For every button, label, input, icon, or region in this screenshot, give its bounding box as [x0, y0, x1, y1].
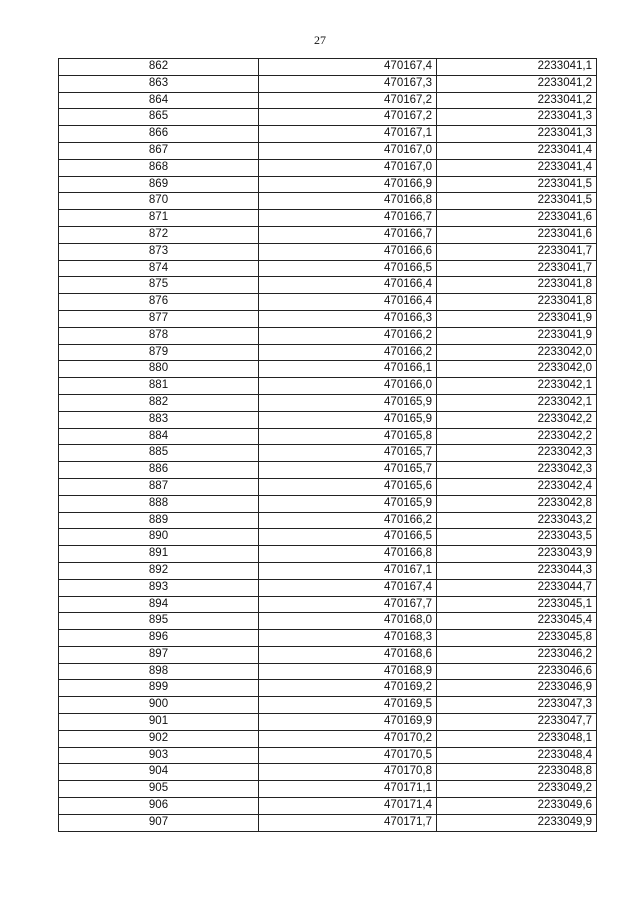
y-coordinate-cell: 2233042,0 [437, 344, 597, 361]
point-number-cell: 892 [59, 562, 259, 579]
point-number-cell: 907 [59, 814, 259, 831]
point-number-cell: 863 [59, 75, 259, 92]
point-number-cell: 866 [59, 126, 259, 143]
y-coordinate-cell: 2233046,2 [437, 646, 597, 663]
x-coordinate-cell: 470166,7 [259, 210, 437, 227]
x-coordinate-cell: 470167,4 [259, 579, 437, 596]
y-coordinate-cell: 2233049,9 [437, 814, 597, 831]
y-coordinate-cell: 2233041,8 [437, 294, 597, 311]
point-number-cell: 883 [59, 411, 259, 428]
point-number-cell: 903 [59, 747, 259, 764]
table-row [59, 630, 597, 647]
y-coordinate-cell: 2233041,7 [437, 260, 597, 277]
x-coordinate-cell: 470167,1 [259, 126, 437, 143]
point-number-cell: 877 [59, 310, 259, 327]
point-number-cell: 889 [59, 512, 259, 529]
x-coordinate-cell: 470166,4 [259, 294, 437, 311]
x-coordinate-cell: 470166,0 [259, 378, 437, 395]
table-row [59, 226, 597, 243]
x-coordinate-cell: 470167,2 [259, 109, 437, 126]
x-coordinate-cell: 470167,1 [259, 562, 437, 579]
table-row [59, 663, 597, 680]
point-number-cell: 904 [59, 764, 259, 781]
point-number-cell: 896 [59, 630, 259, 647]
x-coordinate-cell: 470171,1 [259, 781, 437, 798]
x-coordinate-cell: 470166,5 [259, 529, 437, 546]
x-coordinate-cell: 470167,3 [259, 75, 437, 92]
table-row [59, 394, 597, 411]
point-number-cell: 881 [59, 378, 259, 395]
point-number-cell: 886 [59, 462, 259, 479]
x-coordinate-cell: 470168,6 [259, 646, 437, 663]
point-number-cell: 865 [59, 109, 259, 126]
point-number-cell: 897 [59, 646, 259, 663]
table-row [59, 193, 597, 210]
table-row [59, 646, 597, 663]
y-coordinate-cell: 2233041,9 [437, 327, 597, 344]
table-row [59, 814, 597, 831]
table-row [59, 428, 597, 445]
point-number-cell: 887 [59, 478, 259, 495]
point-number-cell: 898 [59, 663, 259, 680]
point-number-cell: 891 [59, 546, 259, 563]
point-number-cell: 880 [59, 361, 259, 378]
table-row [59, 512, 597, 529]
y-coordinate-cell: 2233041,6 [437, 210, 597, 227]
y-coordinate-cell: 2233049,2 [437, 781, 597, 798]
table-row [59, 680, 597, 697]
y-coordinate-cell: 2233043,9 [437, 546, 597, 563]
table-row [59, 176, 597, 193]
x-coordinate-cell: 470171,7 [259, 814, 437, 831]
y-coordinate-cell: 2233041,4 [437, 159, 597, 176]
y-coordinate-cell: 2233048,1 [437, 730, 597, 747]
y-coordinate-cell: 2233042,4 [437, 478, 597, 495]
x-coordinate-cell: 470165,9 [259, 394, 437, 411]
x-coordinate-cell: 470166,2 [259, 512, 437, 529]
x-coordinate-cell: 470170,5 [259, 747, 437, 764]
point-number-cell: 869 [59, 176, 259, 193]
y-coordinate-cell: 2233042,1 [437, 378, 597, 395]
x-coordinate-cell: 470168,9 [259, 663, 437, 680]
y-coordinate-cell: 2233042,1 [437, 394, 597, 411]
y-coordinate-cell: 2233049,6 [437, 798, 597, 815]
y-coordinate-cell: 2233041,2 [437, 92, 597, 109]
y-coordinate-cell: 2233041,8 [437, 277, 597, 294]
table-row [59, 798, 597, 815]
y-coordinate-cell: 2233042,3 [437, 445, 597, 462]
y-coordinate-cell: 2233044,7 [437, 579, 597, 596]
point-number-cell: 885 [59, 445, 259, 462]
x-coordinate-cell: 470171,4 [259, 798, 437, 815]
y-coordinate-cell: 2233043,5 [437, 529, 597, 546]
y-coordinate-cell: 2233041,3 [437, 109, 597, 126]
x-coordinate-cell: 470166,1 [259, 361, 437, 378]
x-coordinate-cell: 470166,7 [259, 226, 437, 243]
table-row [59, 495, 597, 512]
point-number-cell: 878 [59, 327, 259, 344]
table-row [59, 596, 597, 613]
y-coordinate-cell: 2233048,4 [437, 747, 597, 764]
table-row [59, 546, 597, 563]
point-number-cell: 888 [59, 495, 259, 512]
table-row [59, 764, 597, 781]
table-row [59, 344, 597, 361]
point-number-cell: 867 [59, 142, 259, 159]
x-coordinate-cell: 470168,3 [259, 630, 437, 647]
x-coordinate-cell: 470167,0 [259, 159, 437, 176]
x-coordinate-cell: 470165,9 [259, 411, 437, 428]
y-coordinate-cell: 2233041,7 [437, 243, 597, 260]
y-coordinate-cell: 2233046,9 [437, 680, 597, 697]
x-coordinate-cell: 470170,8 [259, 764, 437, 781]
x-coordinate-cell: 470167,0 [259, 142, 437, 159]
y-coordinate-cell: 2233042,0 [437, 361, 597, 378]
table-row [59, 730, 597, 747]
point-number-cell: 899 [59, 680, 259, 697]
table-row [59, 714, 597, 731]
y-coordinate-cell: 2233041,5 [437, 176, 597, 193]
point-number-cell: 884 [59, 428, 259, 445]
table-row [59, 109, 597, 126]
x-coordinate-cell: 470165,7 [259, 445, 437, 462]
x-coordinate-cell: 470169,5 [259, 697, 437, 714]
x-coordinate-cell: 470167,4 [259, 59, 437, 76]
table-row [59, 529, 597, 546]
point-number-cell: 864 [59, 92, 259, 109]
y-coordinate-cell: 2233046,6 [437, 663, 597, 680]
table-row [59, 210, 597, 227]
table-row [59, 243, 597, 260]
y-coordinate-cell: 2233041,4 [437, 142, 597, 159]
page-number: 27 [314, 33, 326, 47]
x-coordinate-cell: 470166,8 [259, 546, 437, 563]
x-coordinate-cell: 470166,4 [259, 277, 437, 294]
x-coordinate-cell: 470166,3 [259, 310, 437, 327]
x-coordinate-cell: 470165,8 [259, 428, 437, 445]
table-row [59, 92, 597, 109]
point-number-cell: 870 [59, 193, 259, 210]
table-row [59, 327, 597, 344]
table-row [59, 277, 597, 294]
y-coordinate-cell: 2233047,7 [437, 714, 597, 731]
x-coordinate-cell: 470166,8 [259, 193, 437, 210]
y-coordinate-cell: 2233048,8 [437, 764, 597, 781]
x-coordinate-cell: 470166,6 [259, 243, 437, 260]
x-coordinate-cell: 470165,6 [259, 478, 437, 495]
y-coordinate-cell: 2233045,4 [437, 613, 597, 630]
x-coordinate-cell: 470166,5 [259, 260, 437, 277]
point-number-cell: 862 [59, 59, 259, 76]
y-coordinate-cell: 2233041,1 [437, 59, 597, 76]
table-row [59, 781, 597, 798]
table-row [59, 361, 597, 378]
x-coordinate-cell: 470169,2 [259, 680, 437, 697]
table-row [59, 747, 597, 764]
x-coordinate-cell: 470167,2 [259, 92, 437, 109]
table-row [59, 294, 597, 311]
y-coordinate-cell: 2233041,3 [437, 126, 597, 143]
point-number-cell: 893 [59, 579, 259, 596]
table-row [59, 260, 597, 277]
y-coordinate-cell: 2233045,8 [437, 630, 597, 647]
y-coordinate-cell: 2233045,1 [437, 596, 597, 613]
coordinates-table-body [59, 59, 597, 832]
y-coordinate-cell: 2233041,5 [437, 193, 597, 210]
table-row [59, 378, 597, 395]
point-number-cell: 868 [59, 159, 259, 176]
table-row [59, 126, 597, 143]
y-coordinate-cell: 2233041,9 [437, 310, 597, 327]
point-number-cell: 906 [59, 798, 259, 815]
y-coordinate-cell: 2233044,3 [437, 562, 597, 579]
table-row [59, 75, 597, 92]
table-row [59, 59, 597, 76]
point-number-cell: 879 [59, 344, 259, 361]
table-row [59, 562, 597, 579]
point-number-cell: 882 [59, 394, 259, 411]
x-coordinate-cell: 470165,7 [259, 462, 437, 479]
x-coordinate-cell: 470166,2 [259, 327, 437, 344]
y-coordinate-cell: 2233041,6 [437, 226, 597, 243]
point-number-cell: 905 [59, 781, 259, 798]
y-coordinate-cell: 2233042,8 [437, 495, 597, 512]
point-number-cell: 872 [59, 226, 259, 243]
point-number-cell: 873 [59, 243, 259, 260]
point-number-cell: 902 [59, 730, 259, 747]
point-number-cell: 874 [59, 260, 259, 277]
point-number-cell: 895 [59, 613, 259, 630]
table-row [59, 411, 597, 428]
point-number-cell: 875 [59, 277, 259, 294]
point-number-cell: 890 [59, 529, 259, 546]
table-row [59, 697, 597, 714]
x-coordinate-cell: 470166,9 [259, 176, 437, 193]
coordinates-table [58, 58, 597, 832]
x-coordinate-cell: 470166,2 [259, 344, 437, 361]
table-row [59, 579, 597, 596]
point-number-cell: 876 [59, 294, 259, 311]
table-row [59, 613, 597, 630]
point-number-cell: 894 [59, 596, 259, 613]
table-row [59, 159, 597, 176]
y-coordinate-cell: 2233042,2 [437, 411, 597, 428]
y-coordinate-cell: 2233041,2 [437, 75, 597, 92]
table-row [59, 142, 597, 159]
table-row [59, 310, 597, 327]
y-coordinate-cell: 2233047,3 [437, 697, 597, 714]
x-coordinate-cell: 470169,9 [259, 714, 437, 731]
x-coordinate-cell: 470170,2 [259, 730, 437, 747]
x-coordinate-cell: 470165,9 [259, 495, 437, 512]
table-row [59, 478, 597, 495]
y-coordinate-cell: 2233043,2 [437, 512, 597, 529]
x-coordinate-cell: 470167,7 [259, 596, 437, 613]
point-number-cell: 901 [59, 714, 259, 731]
y-coordinate-cell: 2233042,2 [437, 428, 597, 445]
y-coordinate-cell: 2233042,3 [437, 462, 597, 479]
point-number-cell: 871 [59, 210, 259, 227]
x-coordinate-cell: 470168,0 [259, 613, 437, 630]
table-row [59, 445, 597, 462]
table-row [59, 462, 597, 479]
point-number-cell: 900 [59, 697, 259, 714]
